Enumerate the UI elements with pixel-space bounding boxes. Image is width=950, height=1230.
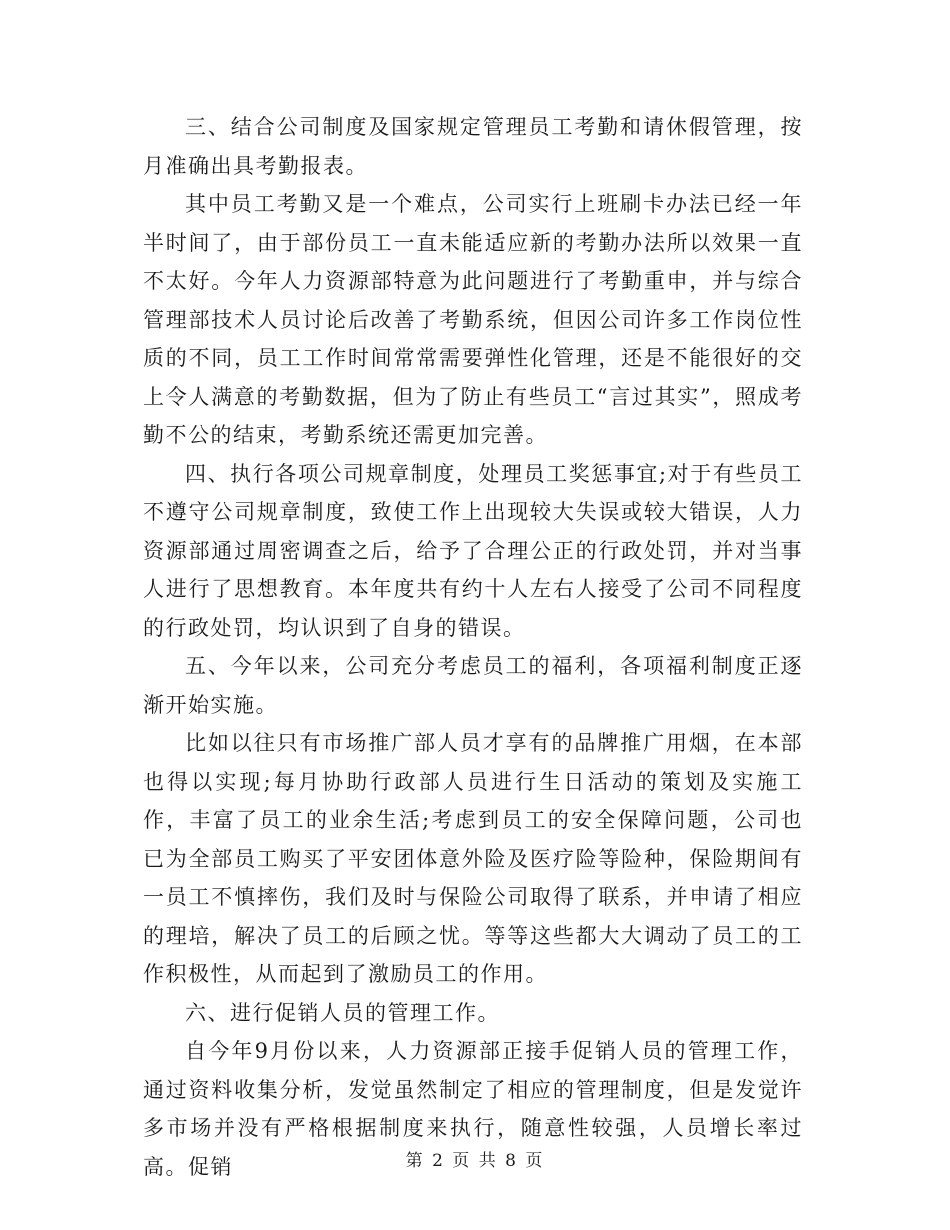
paragraph-rules-section: 四、执行各项公司规章制度，处理员工奖惩事宜;对于有些员工不遵守公司规章制度，致使工作上出现较大失误或较大错误，人力资源部通过周密调查之后，给予了合理公正的行政处罚，并对当事人进行了思想教育。本年度共有约十人左右人接受了公司不同程度的行政处罚，均认识到了自身的错误。 — [143, 461, 803, 640]
paragraph-attendance-section: 三、结合公司制度及国家规定管理员工考勤和请休假管理，按月准确出具考勤报表。 — [143, 115, 803, 178]
paragraph-welfare-section: 五、今年以来，公司充分考虑员工的福利，各项福利制度正逐渐开始实施。 — [143, 654, 803, 717]
paragraph-welfare-detail: 比如以往只有市场推广部人员才享有的品牌推广用烟，在本部也得以实现;每月协助行政部人员进行生日活动的策划及实施工作，丰富了员工的业余生活;考虑到员工的安全保障问题，公司也已为全部员工购买了平安团体意外险及医疗险等险种，保险期间有一员工不慎摔伤，我们及时与保险公司取得了联系，并申请了相应的理培，解决了员工的后顾之忧。等等这些都大大调动了员工的工作积极性，从而起到了激励员工的作用。 — [143, 731, 803, 986]
paragraph-promotion-section: 六、进行促销人员的管理工作。 — [185, 1000, 500, 1025]
paragraph-promotion-detail: 自今年9月份以来，人力资源部正接手促销人员的管理工作，通过资料收集分析，发觉虽然制定了相应的管理制度，但是发觉许多市场并没有严格根据制度来执行，随意性较强，人员增长率过高。促销 — [143, 1039, 803, 1179]
page-number-footer: 第 2 页 共 8 页 — [405, 1151, 545, 1171]
paragraph-attendance-detail: 其中员工考勤又是一个难点，公司实行上班刷卡办法已经一年半时间了，由于部份员工一直未能适应新的考勤办法所以效果一直不太好。今年人力资源部特意为此问题进行了考勤重申，并与综合管理部技术人员讨论后改善了考勤系统，但因公司许多工作岗位性质的不同，员工工作时间常常需要弹性化管理，还是不能很好的交上令人满意的考勤数据，但为了防止有些员工“言过其实”，照成考勤不公的结束，考勤系统还需更加完善。 — [143, 192, 803, 447]
document-body — [143, 108, 803, 1186]
